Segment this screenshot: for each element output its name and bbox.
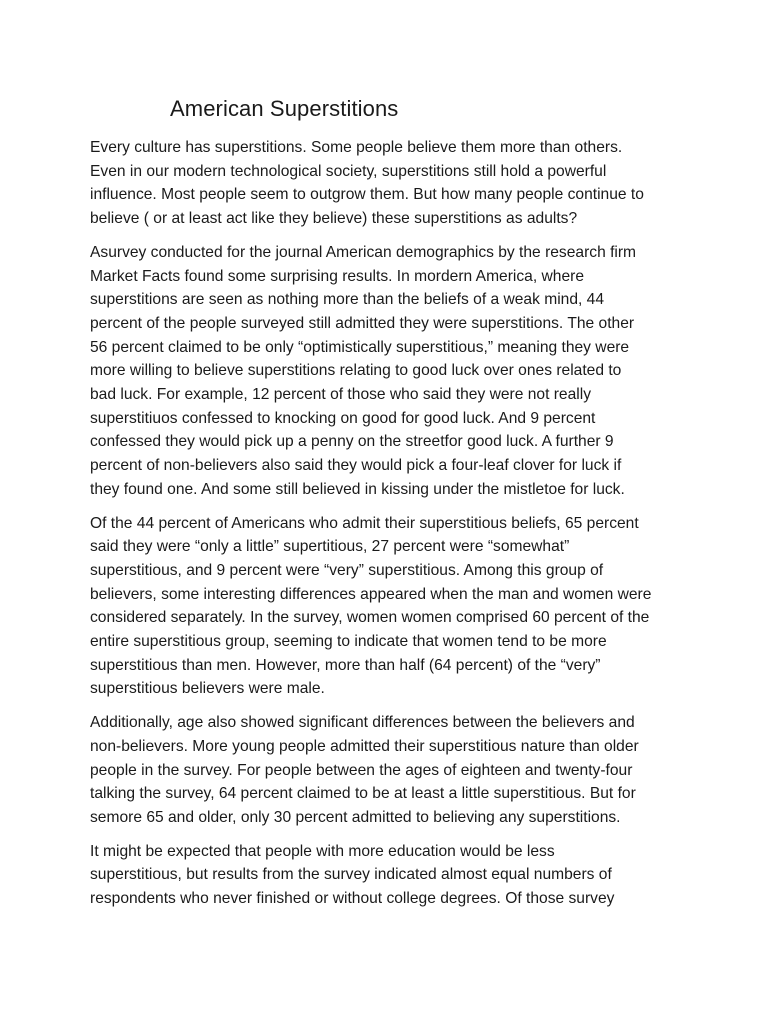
text-line: respondents who never finished or without college degrees. Of those survey — [90, 890, 615, 908]
text-line: Even in our modern technological society, superstitions still hold a powerful — [90, 162, 607, 180]
text-line: influence. Most people seem to outgrow them. But how many people continue to — [90, 186, 644, 204]
text-line: they found one. And some still believed in kissing under the mistletoe for luck. — [90, 480, 625, 498]
paragraph — [90, 840, 690, 911]
text-line: entire superstitious group, seeming to indicate that women tend to be more — [90, 633, 607, 651]
text-line: considered separately. In the survey, women women comprised 60 percent of the — [90, 609, 650, 627]
text-line: Every culture has superstitions. Some people believe them more than others. — [90, 139, 623, 156]
text-line: It might be expected that people with more education would be less — [90, 842, 555, 860]
text-line: Of the 44 percent of Americans who admit their superstitious beliefs, 65 percent — [90, 514, 639, 532]
text-line: Asurvey conducted for the journal American demographics by the research firm — [90, 243, 637, 261]
text-line: Additionally, age also showed significant differences between the believers and — [90, 714, 635, 732]
text-line: superstitious, and 9 percent were “very” superstitious. Among this group of — [90, 561, 604, 579]
text-line: believe ( or at least act like they believe) these superstitions as adults? — [90, 210, 578, 228]
paragraph — [90, 241, 690, 502]
text-line: superstitions are seen as nothing more than the beliefs of a weak mind, 44 — [90, 291, 605, 309]
paragraph — [90, 136, 690, 231]
text-line: confessed they would pick up a penny on the streetfor good luck. A further 9 — [90, 433, 614, 451]
text-line: percent of non-believers also said they would pick a four-leaf clover for luck if — [90, 457, 622, 475]
paragraph — [90, 711, 690, 830]
text-line: said they were “only a little” supertitious, 27 percent were “somewhat” — [90, 538, 570, 556]
text-line: superstitious than men. However, more than half (64 percent) of the “very” — [90, 656, 601, 674]
text-line: superstitious believers were male. — [90, 680, 325, 698]
text-line: 56 percent claimed to be only “optimistically superstitious,” meaning they were — [90, 338, 630, 356]
document-title: American Superstitions — [170, 96, 399, 121]
text-line: superstitious, but results from the survey indicated almost equal numbers of — [90, 866, 612, 884]
text-line: percent of the people surveyed still admitted they were superstitions. The other — [90, 314, 635, 332]
text-line: more willing to believe superstitions relating to good luck over ones related to — [90, 362, 622, 380]
text-line: semore 65 and older, only 30 percent admitted to believing any superstitions. — [90, 808, 621, 826]
text-line: Market Facts found some surprising results. In mordern America, where — [90, 267, 584, 285]
text-line: talking the survey, 64 percent claimed to be at least a little superstitious. But for — [90, 785, 636, 803]
document-body — [90, 136, 690, 921]
text-line: non-believers. More young people admitted their superstitious nature than older — [90, 737, 639, 755]
text-line: bad luck. For example, 12 percent of those who said they were not really — [90, 386, 592, 404]
text-line: believers, some interesting differences appeared when the man and women were — [90, 585, 652, 603]
text-line: superstitiuos confessed to knocking on good for good luck. And 9 percent — [90, 409, 596, 427]
paragraph — [90, 512, 690, 702]
text-line: people in the survey. For people between the ages of eighteen and twenty-four — [90, 761, 633, 779]
